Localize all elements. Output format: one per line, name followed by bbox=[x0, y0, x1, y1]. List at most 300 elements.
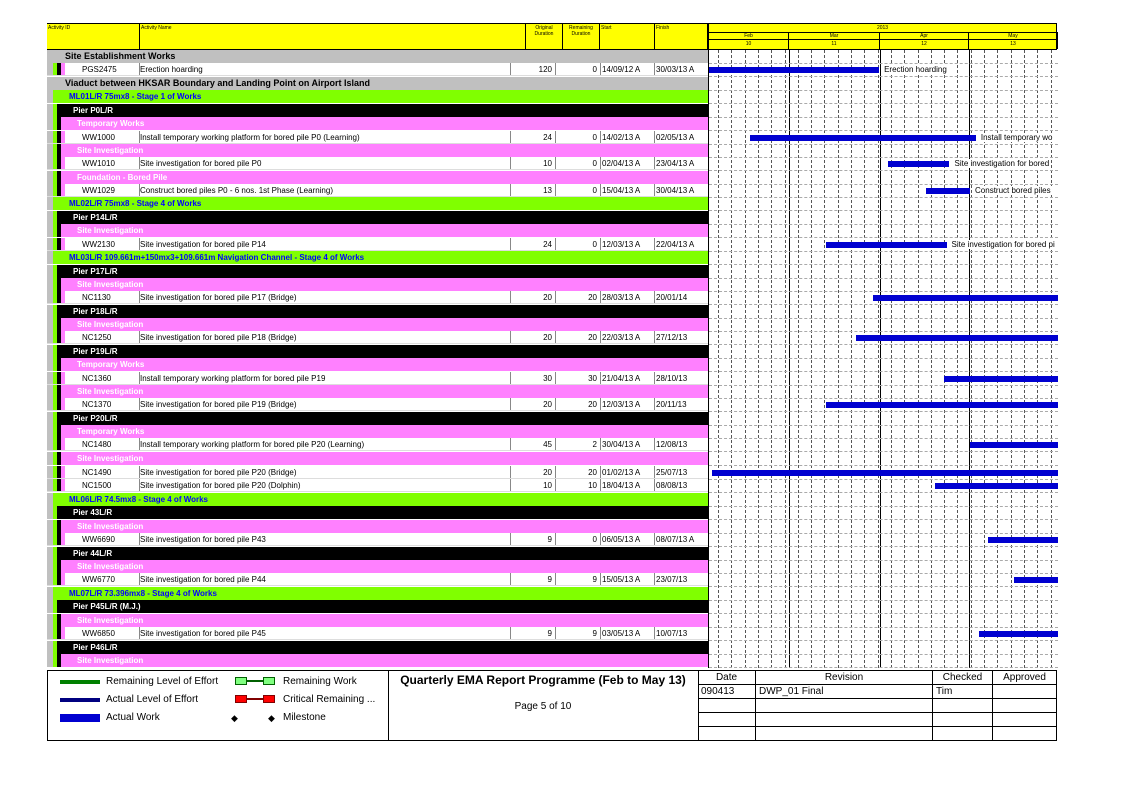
original-duration: 9 bbox=[547, 535, 552, 544]
gantt-row-line bbox=[709, 197, 1058, 198]
remaining-duration: 2 bbox=[592, 440, 597, 449]
wbs-level-2-row bbox=[47, 587, 708, 600]
activity-id: NC1370 bbox=[82, 400, 112, 409]
legend-milestone: Milestone bbox=[283, 712, 326, 723]
gantt-bar-label: Install temporary wo bbox=[980, 133, 1053, 142]
gantt-row-line bbox=[709, 479, 1058, 480]
gantt-row-line bbox=[709, 506, 1058, 507]
activity-name: Site investigation for bored pile P43 bbox=[140, 535, 266, 544]
gantt-gridline bbox=[997, 50, 998, 668]
gantt-row-line bbox=[709, 667, 1058, 668]
wbs-title: Site Investigation bbox=[77, 562, 144, 571]
actual-loe-swatch bbox=[60, 698, 100, 702]
activity-row bbox=[47, 131, 708, 144]
gantt-row-line bbox=[709, 76, 1058, 77]
original-duration: 24 bbox=[543, 133, 552, 142]
activity-name: Site investigation for bored pile P17 (Bridge) bbox=[140, 293, 297, 302]
wbs-title: Pier P45L/R (M.J.) bbox=[73, 602, 141, 611]
wbs-title: Site Investigation bbox=[77, 656, 144, 665]
gantt-gridline bbox=[1037, 50, 1038, 668]
gantt-gridline bbox=[1051, 50, 1052, 668]
gantt-row-line bbox=[709, 613, 1058, 614]
start-date: 12/03/13 A bbox=[602, 240, 641, 249]
gantt-bar bbox=[856, 335, 1058, 341]
activity-row bbox=[47, 184, 708, 197]
activity-row bbox=[47, 627, 708, 640]
wbs-title: ML02L/R 75mx8 - Stage 4 of Works bbox=[69, 199, 202, 208]
gantt-gridline bbox=[904, 50, 905, 668]
wbs-level-4-row bbox=[47, 425, 708, 438]
activity-row bbox=[47, 372, 708, 385]
gantt-row-line bbox=[709, 130, 1058, 131]
revision-row-empty bbox=[698, 713, 1056, 727]
remaining-duration: 0 bbox=[592, 65, 597, 74]
gantt-row-line bbox=[709, 184, 1058, 185]
actual-work-swatch bbox=[60, 714, 100, 722]
wbs-level-3-row bbox=[47, 305, 708, 318]
original-duration: 10 bbox=[543, 481, 552, 490]
activity-row bbox=[47, 533, 708, 546]
gantt-row-line bbox=[709, 90, 1058, 91]
wbs-level-4-row bbox=[47, 318, 708, 331]
gantt-bar-label: Erection hoarding bbox=[884, 65, 947, 74]
gantt-bar bbox=[979, 631, 1058, 637]
activity-id: WW6850 bbox=[82, 629, 115, 638]
timeline-month: Apr bbox=[880, 32, 969, 40]
gantt-chart bbox=[708, 50, 1058, 668]
gantt-bar bbox=[826, 402, 1058, 408]
gantt-month-line bbox=[789, 50, 790, 668]
gantt-gridline bbox=[971, 50, 972, 668]
header-original-duration: Original Duration bbox=[526, 23, 563, 50]
timeline-week: 11 bbox=[789, 40, 880, 49]
activity-id: WW6770 bbox=[82, 575, 115, 584]
activity-name: Install temporary working platform for bored pile P20 (Learning) bbox=[140, 440, 365, 449]
wbs-title: Pier 43L/R bbox=[73, 508, 113, 517]
gantt-bar bbox=[750, 135, 976, 141]
revision-header-date: Date bbox=[698, 671, 756, 684]
original-duration: 20 bbox=[543, 293, 552, 302]
revision-approved bbox=[993, 685, 1056, 698]
start-date: 15/04/13 A bbox=[602, 186, 641, 195]
remaining-duration: 20 bbox=[588, 333, 597, 342]
gantt-row-line bbox=[709, 237, 1058, 238]
wbs-title: Site Investigation bbox=[77, 616, 144, 625]
timeline-header bbox=[708, 23, 1057, 50]
start-date: 21/04/13 A bbox=[602, 374, 641, 383]
wbs-title: Site Establishment Works bbox=[65, 51, 176, 61]
remaining-loe-swatch bbox=[60, 680, 100, 684]
finish-date: 20/11/13 bbox=[656, 400, 687, 409]
gantt-row-line bbox=[709, 210, 1058, 211]
gantt-row-line bbox=[709, 344, 1058, 345]
remaining-duration: 0 bbox=[592, 159, 597, 168]
gantt-row-line bbox=[709, 654, 1058, 655]
critical-remaining-swatch bbox=[235, 695, 275, 703]
start-date: 30/04/13 A bbox=[602, 440, 641, 449]
wbs-level-3-row bbox=[47, 547, 708, 560]
gantt-row-line bbox=[709, 385, 1058, 386]
wbs-level-4-row bbox=[47, 171, 708, 184]
gantt-row-line bbox=[709, 586, 1058, 587]
gantt-row-line bbox=[709, 278, 1058, 279]
revision-row-empty bbox=[698, 699, 1056, 713]
activity-row bbox=[47, 573, 708, 586]
start-date: 03/05/13 A bbox=[602, 629, 641, 638]
revision-row-empty bbox=[698, 727, 1056, 741]
gantt-bar bbox=[944, 376, 1058, 382]
gantt-month-line bbox=[969, 50, 970, 668]
start-date: 01/02/13 A bbox=[602, 468, 641, 477]
gantt-row-line bbox=[709, 144, 1058, 145]
program-info bbox=[388, 671, 699, 740]
wbs-level-3-row bbox=[47, 641, 708, 654]
gantt-row-line bbox=[709, 627, 1058, 628]
wbs-title: Pier 44L/R bbox=[73, 549, 113, 558]
remaining-duration: 9 bbox=[592, 575, 597, 584]
revision-checked: Tim bbox=[933, 685, 993, 698]
gantt-row-line bbox=[709, 438, 1058, 439]
wbs-title: ML07L/R 73.396mx8 - Stage 4 of Works bbox=[69, 589, 217, 598]
finish-date: 02/05/13 A bbox=[656, 133, 695, 142]
gantt-row-line bbox=[709, 331, 1058, 332]
gantt-row-line bbox=[709, 560, 1058, 561]
remaining-duration: 10 bbox=[588, 481, 597, 490]
gantt-gridline bbox=[851, 50, 852, 668]
header-start: Start bbox=[600, 23, 655, 50]
wbs-level-2-row bbox=[47, 90, 708, 103]
wbs-level-1-row bbox=[47, 77, 708, 90]
activity-name: Site investigation for bored pile P20 (Bridge) bbox=[140, 468, 297, 477]
gantt-bar bbox=[970, 442, 1058, 448]
gantt-row-line bbox=[709, 103, 1058, 104]
gantt-month-line bbox=[880, 50, 881, 668]
original-duration: 10 bbox=[543, 159, 552, 168]
finish-date: 12/08/13 bbox=[656, 440, 688, 449]
gantt-gridline bbox=[731, 50, 732, 668]
activity-name: Site investigation for bored pile P0 bbox=[140, 159, 262, 168]
activity-name: Install temporary working platform for bored pile P0 (Learning) bbox=[140, 133, 360, 142]
wbs-level-4-row bbox=[47, 358, 708, 371]
remaining-duration: 9 bbox=[592, 629, 597, 638]
wbs-level-2-row bbox=[47, 493, 708, 506]
gantt-bar-label: Construct bored piles bbox=[975, 186, 1051, 195]
legend bbox=[48, 671, 389, 740]
activity-name: Site investigation for bored pile P18 (Bridge) bbox=[140, 333, 297, 342]
original-duration: 45 bbox=[543, 440, 552, 449]
timeline-year: 2013 bbox=[709, 24, 1056, 33]
gantt-gridline bbox=[758, 50, 759, 668]
remaining-work-swatch bbox=[235, 677, 275, 685]
legend-remaining-work: Remaining Work bbox=[283, 676, 357, 687]
activity-name: Site investigation for bored pile P19 (Bridge) bbox=[140, 400, 297, 409]
gantt-row-line bbox=[709, 640, 1058, 641]
activity-id: NC1130 bbox=[82, 293, 111, 302]
original-duration: 20 bbox=[543, 333, 552, 342]
activity-id: WW1029 bbox=[82, 186, 115, 195]
gantt-bar bbox=[712, 470, 1058, 476]
gantt-gridline bbox=[931, 50, 932, 668]
gantt-bar-label: Site investigation for bored bbox=[954, 159, 1050, 168]
activity-id: PGS2475 bbox=[82, 65, 117, 74]
wbs-title: Foundation - Bored Pile bbox=[77, 173, 168, 182]
gantt-row-line bbox=[709, 411, 1058, 412]
activity-row bbox=[47, 398, 708, 411]
start-date: 14/02/13 A bbox=[602, 133, 641, 142]
gantt-gridline bbox=[984, 50, 985, 668]
original-duration: 20 bbox=[543, 400, 552, 409]
gantt-gridline bbox=[1024, 50, 1025, 668]
activity-row bbox=[47, 331, 708, 344]
finish-date: 08/08/13 bbox=[656, 481, 688, 490]
activity-name: Site investigation for bored pile P45 bbox=[140, 629, 266, 638]
wbs-title: Pier P19L/R bbox=[73, 347, 118, 356]
start-date: 22/03/13 A bbox=[602, 333, 641, 342]
wbs-title: Pier P46L/R bbox=[73, 643, 118, 652]
wbs-title: ML03L/R 109.661m+150mx3+109.661m Navigation Channel - Stage 4 of Works bbox=[69, 253, 365, 262]
original-duration: 13 bbox=[543, 186, 552, 195]
start-date: 28/03/13 A bbox=[602, 293, 641, 302]
wbs-level-4-row bbox=[47, 385, 708, 398]
activity-name: Site investigation for bored pile P20 (Dolphin) bbox=[140, 481, 301, 490]
gantt-gridline bbox=[864, 50, 865, 668]
revision-header-row bbox=[698, 671, 1056, 685]
gantt-row-line bbox=[709, 492, 1058, 493]
activity-row bbox=[47, 479, 708, 492]
finish-date: 08/07/13 A bbox=[656, 535, 695, 544]
gantt-gridline bbox=[745, 50, 746, 668]
wbs-title: Pier P18L/R bbox=[73, 307, 118, 316]
finish-date: 27/12/13 bbox=[656, 333, 688, 342]
wbs-title: Temporary Works bbox=[77, 427, 145, 436]
header-activity-name: Activity Name bbox=[140, 23, 526, 50]
activity-name: Construct bored piles P0 - 6 nos. 1st Phase (Learning) bbox=[140, 186, 333, 195]
wbs-level-4-row bbox=[47, 278, 708, 291]
header-remaining-duration: Remaining Duration bbox=[563, 23, 600, 50]
wbs-title: Temporary Works bbox=[77, 360, 145, 369]
wbs-level-4-row bbox=[47, 117, 708, 130]
gantt-bar bbox=[935, 483, 1058, 489]
activity-id: NC1250 bbox=[82, 333, 112, 342]
start-date: 14/09/12 A bbox=[602, 65, 641, 74]
remaining-duration: 0 bbox=[592, 186, 597, 195]
activity-name: Site investigation for bored pile P14 bbox=[140, 240, 266, 249]
program-title: Quarterly EMA Report Programme (Feb to May 13) bbox=[400, 673, 686, 687]
wbs-title: Site Investigation bbox=[77, 320, 144, 329]
start-date: 18/04/13 A bbox=[602, 481, 641, 490]
timeline-week: 12 bbox=[880, 40, 969, 49]
schedule-sheet bbox=[47, 23, 1057, 741]
finish-date: 30/04/13 A bbox=[656, 186, 695, 195]
gantt-row-line bbox=[709, 63, 1058, 64]
activity-id: NC1500 bbox=[82, 481, 112, 490]
wbs-level-3-row bbox=[47, 345, 708, 358]
timeline-week: 10 bbox=[709, 40, 789, 49]
activity-id: NC1490 bbox=[82, 468, 112, 477]
legend-critical-remaining: Critical Remaining ... bbox=[283, 694, 376, 705]
milestone-diamond-icon: ◆ bbox=[268, 713, 275, 723]
start-date: 02/04/13 A bbox=[602, 159, 641, 168]
legend-remaining-loe: Remaining Level of Effort bbox=[106, 676, 219, 687]
gantt-row-line bbox=[709, 573, 1058, 574]
legend-actual-work: Actual Work bbox=[106, 712, 160, 723]
activity-id: NC1360 bbox=[82, 374, 112, 383]
gantt-row-line bbox=[709, 519, 1058, 520]
wbs-title: Site Investigation bbox=[77, 226, 144, 235]
gantt-gridline bbox=[838, 50, 839, 668]
finish-date: 23/07/13 bbox=[656, 575, 688, 584]
original-duration: 20 bbox=[543, 468, 552, 477]
gantt-gridline bbox=[798, 50, 799, 668]
wbs-level-4-row bbox=[47, 224, 708, 237]
wbs-level-4-row bbox=[47, 614, 708, 627]
timeline-month: Mar bbox=[789, 32, 880, 40]
wbs-level-4-row bbox=[47, 452, 708, 465]
wbs-title: Site Investigation bbox=[77, 280, 144, 289]
activity-id: WW6690 bbox=[82, 535, 115, 544]
gantt-row-line bbox=[709, 546, 1058, 547]
remaining-duration: 20 bbox=[588, 468, 597, 477]
page-footer bbox=[47, 670, 1057, 741]
gantt-gridline bbox=[811, 50, 812, 668]
gantt-row-line bbox=[709, 304, 1058, 305]
gantt-bar bbox=[826, 242, 946, 248]
gantt-bar bbox=[709, 67, 879, 73]
gantt-row-line bbox=[709, 425, 1058, 426]
activity-row bbox=[47, 157, 708, 170]
remaining-duration: 0 bbox=[592, 535, 597, 544]
remaining-duration: 0 bbox=[592, 240, 597, 249]
wbs-title: Pier P17L/R bbox=[73, 267, 118, 276]
revision-header-checked: Checked bbox=[933, 671, 993, 684]
start-date: 12/03/13 A bbox=[602, 400, 641, 409]
finish-date: 22/04/13 A bbox=[656, 240, 695, 249]
revision-header-revision: Revision bbox=[756, 671, 933, 684]
activity-id: WW1010 bbox=[82, 159, 115, 168]
milestone-diamond-icon: ◆ bbox=[231, 713, 238, 723]
gantt-gridline bbox=[878, 50, 879, 668]
gantt-bar bbox=[988, 537, 1058, 543]
gantt-row-line bbox=[709, 157, 1058, 158]
original-duration: 30 bbox=[543, 374, 552, 383]
timeline-month: May bbox=[969, 32, 1058, 40]
activity-id: WW1000 bbox=[82, 133, 115, 142]
finish-date: 23/04/13 A bbox=[656, 159, 695, 168]
activity-name: Erection hoarding bbox=[140, 65, 203, 74]
header-activity-id: Activity ID bbox=[47, 23, 140, 50]
gantt-gridline bbox=[1011, 50, 1012, 668]
wbs-level-4-row bbox=[47, 520, 708, 533]
original-duration: 120 bbox=[538, 65, 552, 74]
wbs-title: ML06L/R 74.5mx8 - Stage 4 of Works bbox=[69, 495, 209, 504]
wbs-level-2-row bbox=[47, 197, 708, 210]
gantt-row-line bbox=[709, 533, 1058, 534]
original-duration: 24 bbox=[543, 240, 552, 249]
gantt-bar bbox=[873, 295, 1058, 301]
remaining-duration: 30 bbox=[588, 374, 597, 383]
gantt-row-line bbox=[709, 117, 1058, 118]
original-duration: 9 bbox=[547, 575, 552, 584]
gantt-gridline bbox=[918, 50, 919, 668]
wbs-title: Pier P20L/R bbox=[73, 414, 118, 423]
gantt-row-line bbox=[709, 318, 1058, 319]
finish-date: 25/07/13 bbox=[656, 468, 688, 477]
activity-name: Install temporary working platform for bored pile P19 bbox=[140, 374, 326, 383]
activity-id: NC1480 bbox=[82, 440, 112, 449]
finish-date: 20/01/14 bbox=[656, 293, 688, 302]
revision-table bbox=[698, 671, 1056, 740]
wbs-level-3-row bbox=[47, 600, 708, 613]
gantt-row-line bbox=[709, 451, 1058, 452]
start-date: 15/05/13 A bbox=[602, 575, 641, 584]
wbs-title: Pier P0L/R bbox=[73, 106, 114, 115]
gantt-gridline bbox=[718, 50, 719, 668]
revision-header-approved: Approved bbox=[1003, 672, 1046, 683]
finish-date: 10/07/13 bbox=[656, 629, 688, 638]
gantt-row-line bbox=[709, 600, 1058, 601]
gantt-row-line bbox=[709, 358, 1058, 359]
wbs-level-3-row bbox=[47, 104, 708, 117]
revision-row bbox=[698, 685, 1056, 699]
wbs-level-3-row bbox=[47, 211, 708, 224]
wbs-level-2-row bbox=[47, 251, 708, 264]
finish-date: 28/10/13 bbox=[656, 374, 688, 383]
wbs-title: ML01L/R 75mx8 - Stage 1 of Works bbox=[69, 92, 202, 101]
gantt-bar bbox=[1014, 577, 1058, 583]
original-duration: 9 bbox=[547, 629, 552, 638]
page-number: Page 5 of 10 bbox=[514, 701, 572, 712]
wbs-title: Site Investigation bbox=[77, 387, 144, 396]
activity-row bbox=[47, 238, 708, 251]
wbs-level-3-row bbox=[47, 265, 708, 278]
gantt-row-line bbox=[709, 170, 1058, 171]
gantt-gridline bbox=[944, 50, 945, 668]
gantt-row-line bbox=[709, 291, 1058, 292]
gantt-row-line bbox=[709, 224, 1058, 225]
gantt-row-line bbox=[709, 264, 1058, 265]
column-header bbox=[47, 23, 1057, 50]
wbs-title: Site Investigation bbox=[77, 454, 144, 463]
revision-text: DWP_01 Final bbox=[756, 685, 933, 698]
timeline-month: Feb bbox=[709, 32, 789, 40]
gantt-row-line bbox=[709, 465, 1058, 466]
timeline-week: 13 bbox=[969, 40, 1058, 49]
gantt-bar bbox=[888, 161, 950, 167]
gantt-gridline bbox=[824, 50, 825, 668]
wbs-level-4-row bbox=[47, 654, 708, 667]
gantt-row-line bbox=[709, 251, 1058, 252]
finish-date: 30/03/13 A bbox=[656, 65, 695, 74]
revision-date: 090413 bbox=[698, 685, 756, 698]
wbs-level-3-row bbox=[47, 506, 708, 519]
wbs-level-3-row bbox=[47, 412, 708, 425]
wbs-title: Pier P14L/R bbox=[73, 213, 118, 222]
wbs-level-1-row bbox=[47, 50, 708, 63]
activity-row bbox=[47, 466, 708, 479]
wbs-level-4-row bbox=[47, 560, 708, 573]
gantt-gridline bbox=[771, 50, 772, 668]
remaining-duration: 0 bbox=[592, 133, 597, 142]
remaining-duration: 20 bbox=[588, 293, 597, 302]
gantt-gridline bbox=[891, 50, 892, 668]
gantt-gridline bbox=[785, 50, 786, 668]
gantt-gridline bbox=[957, 50, 958, 668]
activity-name: Site investigation for bored pile P44 bbox=[140, 575, 266, 584]
activity-id: WW2130 bbox=[82, 240, 115, 249]
activity-row bbox=[47, 291, 708, 304]
wbs-title: Temporary Works bbox=[77, 119, 145, 128]
header-finish: Finish bbox=[655, 23, 708, 50]
